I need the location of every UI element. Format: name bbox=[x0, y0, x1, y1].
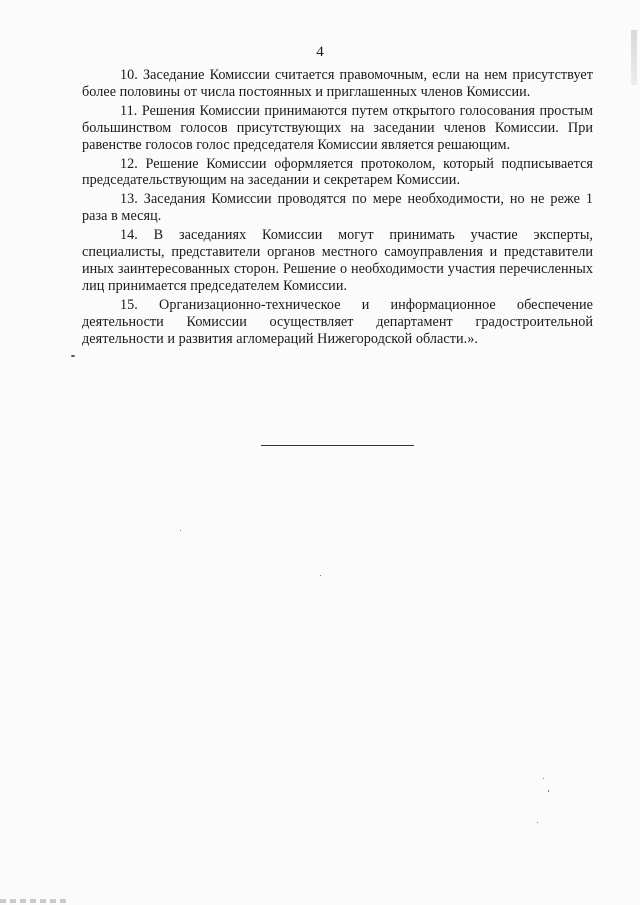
scan-speck bbox=[537, 822, 538, 823]
end-of-text-rule bbox=[261, 445, 414, 446]
scan-speck bbox=[548, 790, 549, 792]
paragraph-14: 14. В заседаниях Комиссии могут принимать участие эксперты, специалисты, представители органов местного самоуправления и представители иных заинтересованных сторон. Решение о необходимости участия перечисленных лиц принимается председателем Комиссии. bbox=[82, 227, 593, 294]
document-body bbox=[82, 67, 593, 348]
paragraph-11: 11. Решения Комиссии принимаются путем открытого голосования простым большинством голосов присутствующих на заседании членов Комиссии. При равенстве голосов голос председателя Комиссии является решающим. bbox=[82, 102, 593, 153]
scan-speck bbox=[71, 355, 75, 357]
scan-speck bbox=[320, 575, 321, 576]
page-number: 4 bbox=[316, 44, 324, 60]
paragraph-13: 13. Заседания Комиссии проводятся по мере необходимости, но не реже 1 раза в месяц. bbox=[82, 191, 593, 225]
paragraph-15: 15. Организационно-техническое и информационное обеспечение деятельности Комиссии осуществляет департамент градостроительной деятельности и развития агломераций Нижегородской области.». bbox=[82, 296, 593, 347]
paragraph-12: 12. Решение Комиссии оформляется протоколом, который подписывается председательствующим на заседании и секретарем Комиссии. bbox=[82, 155, 593, 189]
scan-bottom-artifact bbox=[0, 899, 70, 903]
paragraph-10: 10. Заседание Комиссии считается правомочным, если на нем присутствует более половины от числа постоянных и приглашенных членов Комиссии. bbox=[82, 67, 593, 100]
scan-speck bbox=[180, 530, 181, 531]
scan-speck bbox=[543, 778, 544, 779]
